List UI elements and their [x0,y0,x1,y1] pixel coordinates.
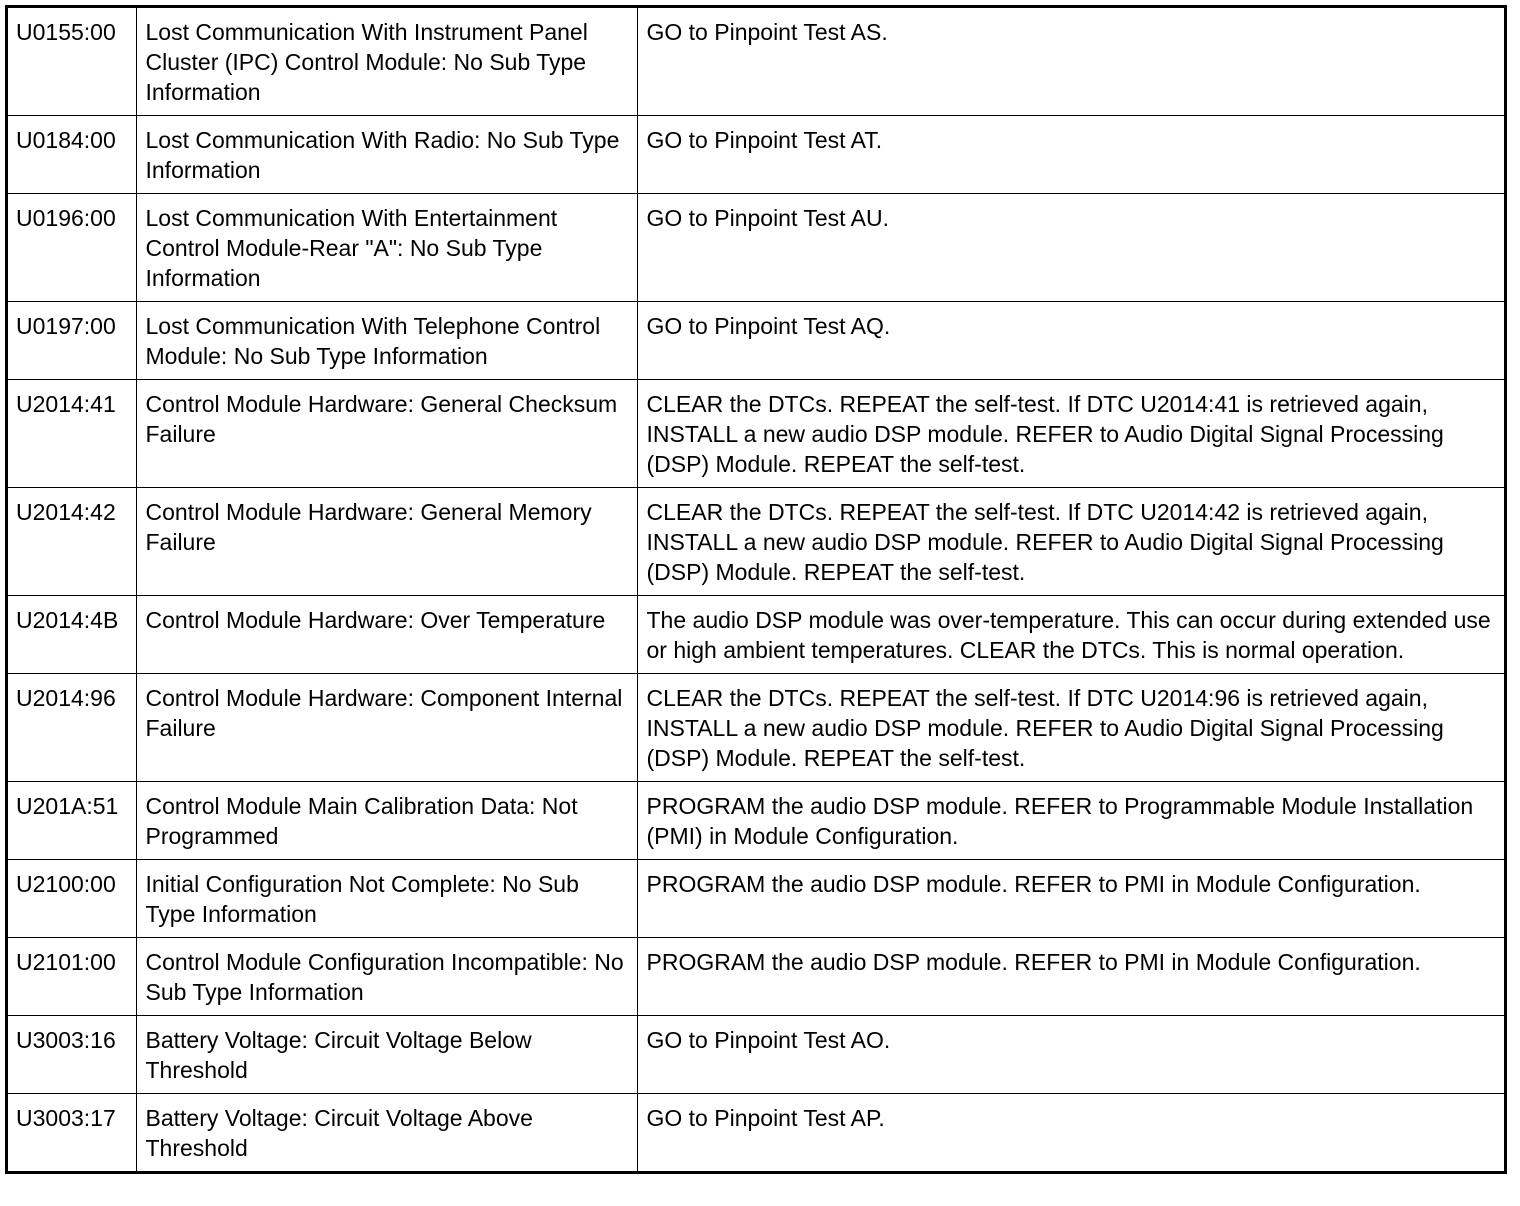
dtc-description-cell: Battery Voltage: Circuit Voltage Above Threshold [136,1094,637,1172]
dtc-description-cell: Control Module Hardware: Component Internal Failure [136,674,637,782]
dtc-code-cell: U2014:96 [8,674,136,782]
dtc-code-cell: U2014:4B [8,596,136,674]
table-row [8,938,1504,1016]
dtc-code-cell: U0196:00 [8,194,136,302]
table-row [8,8,1504,116]
table-row [8,194,1504,302]
dtc-action-cell: PROGRAM the audio DSP module. REFER to PMI in Module Configuration. [637,860,1504,938]
dtc-description-cell: Initial Configuration Not Complete: No Sub Type Information [136,860,637,938]
dtc-description-cell: Control Module Configuration Incompatible: No Sub Type Information [136,938,637,1016]
dtc-description-cell: Lost Communication With Instrument Panel Cluster (IPC) Control Module: No Sub Type Information [136,8,637,116]
table-row [8,1094,1504,1172]
dtc-action-cell: The audio DSP module was over-temperature. This can occur during extended use or high ambient temperatures. CLEAR the DTCs. This is normal operation. [637,596,1504,674]
table-row [8,302,1504,380]
dtc-code-cell: U3003:16 [8,1016,136,1094]
dtc-description-cell: Control Module Hardware: General Memory Failure [136,488,637,596]
dtc-action-cell: GO to Pinpoint Test AS. [637,8,1504,116]
dtc-code-cell: U3003:17 [8,1094,136,1172]
dtc-table [8,8,1504,1171]
dtc-description-cell: Battery Voltage: Circuit Voltage Below Threshold [136,1016,637,1094]
dtc-action-cell: CLEAR the DTCs. REPEAT the self-test. If DTC U2014:42 is retrieved again, INSTALL a new audio DSP module. REFER to Audio Digital Signal Processing (DSP) Module. REPEAT the self-test. [637,488,1504,596]
dtc-action-cell: PROGRAM the audio DSP module. REFER to PMI in Module Configuration. [637,938,1504,1016]
dtc-description-cell: Control Module Hardware: Over Temperature [136,596,637,674]
dtc-action-cell: GO to Pinpoint Test AO. [637,1016,1504,1094]
table-row [8,596,1504,674]
dtc-action-cell: GO to Pinpoint Test AQ. [637,302,1504,380]
dtc-description-cell: Control Module Main Calibration Data: Not Programmed [136,782,637,860]
dtc-action-cell: PROGRAM the audio DSP module. REFER to Programmable Module Installation (PMI) in Module Configuration. [637,782,1504,860]
dtc-table-frame [5,5,1507,1174]
dtc-code-cell: U2100:00 [8,860,136,938]
dtc-code-cell: U0184:00 [8,116,136,194]
dtc-description-cell: Lost Communication With Entertainment Control Module-Rear "A": No Sub Type Information [136,194,637,302]
dtc-code-cell: U201A:51 [8,782,136,860]
dtc-description-cell: Lost Communication With Radio: No Sub Type Information [136,116,637,194]
table-row [8,782,1504,860]
table-row [8,1016,1504,1094]
table-row [8,380,1504,488]
table-row [8,674,1504,782]
dtc-code-cell: U2014:41 [8,380,136,488]
dtc-action-cell: GO to Pinpoint Test AT. [637,116,1504,194]
dtc-action-cell: GO to Pinpoint Test AU. [637,194,1504,302]
table-row [8,116,1504,194]
dtc-code-cell: U0197:00 [8,302,136,380]
dtc-code-cell: U2101:00 [8,938,136,1016]
dtc-code-cell: U0155:00 [8,8,136,116]
dtc-action-cell: GO to Pinpoint Test AP. [637,1094,1504,1172]
dtc-description-cell: Lost Communication With Telephone Control Module: No Sub Type Information [136,302,637,380]
table-row [8,488,1504,596]
dtc-action-cell: CLEAR the DTCs. REPEAT the self-test. If DTC U2014:96 is retrieved again, INSTALL a new audio DSP module. REFER to Audio Digital Signal Processing (DSP) Module. REPEAT the self-test. [637,674,1504,782]
dtc-action-cell: CLEAR the DTCs. REPEAT the self-test. If DTC U2014:41 is retrieved again, INSTALL a new audio DSP module. REFER to Audio Digital Signal Processing (DSP) Module. REPEAT the self-test. [637,380,1504,488]
dtc-code-cell: U2014:42 [8,488,136,596]
dtc-description-cell: Control Module Hardware: General Checksum Failure [136,380,637,488]
table-row [8,860,1504,938]
